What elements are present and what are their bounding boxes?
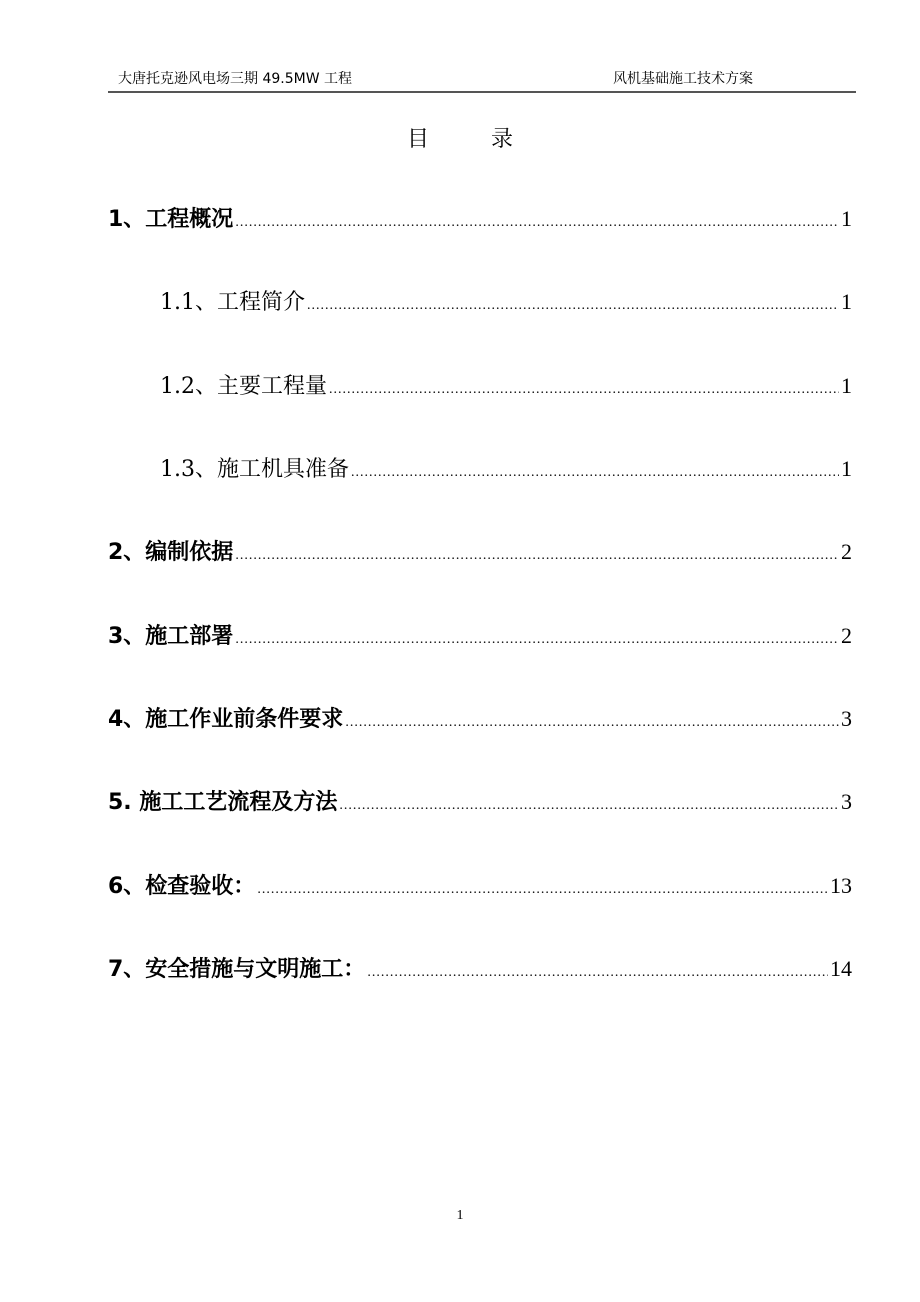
toc-entry-page: 2 bbox=[841, 623, 852, 648]
toc-leader-dots bbox=[235, 632, 839, 648]
toc-entry-page: 3 bbox=[841, 789, 852, 814]
toc-entry-label: 4、施工作业前条件要求 bbox=[108, 707, 344, 732]
toc-entry-label: 1.3、施工机具准备 bbox=[160, 457, 349, 482]
toc-leader-dots bbox=[329, 382, 839, 398]
toc-entry[interactable] bbox=[108, 702, 852, 734]
toc-entry-label: 5. 施工工艺流程及方法 bbox=[108, 790, 338, 815]
toc-entry-page: 1 bbox=[841, 289, 852, 314]
toc-entry-label: 7、安全措施与文明施工： bbox=[108, 957, 366, 982]
toc-entry[interactable] bbox=[108, 202, 852, 234]
toc-entry-label: 2、编制依据 bbox=[108, 540, 234, 565]
toc-entry-page: 14 bbox=[830, 956, 852, 981]
toc-entry-page: 1 bbox=[841, 206, 852, 231]
header-divider bbox=[108, 91, 856, 93]
toc-entry-label: 1.2、主要工程量 bbox=[160, 374, 327, 399]
page-number: 1 bbox=[456, 1208, 464, 1223]
toc-entry[interactable] bbox=[160, 369, 852, 401]
toc-title: 目录 bbox=[406, 127, 575, 152]
toc-entry[interactable] bbox=[108, 619, 852, 651]
toc-entry-page: 2 bbox=[841, 539, 852, 564]
toc-leader-dots bbox=[307, 298, 839, 314]
toc-entry[interactable] bbox=[108, 535, 852, 567]
toc-leader-dots bbox=[235, 215, 839, 231]
header-document-title: 风机基础施工技术方案 bbox=[613, 71, 753, 87]
toc-entry-label: 6、检查验收： bbox=[108, 874, 256, 899]
toc-entry-page: 1 bbox=[841, 456, 852, 481]
toc-leader-dots bbox=[367, 965, 828, 981]
toc-entry[interactable] bbox=[160, 452, 852, 484]
toc-entry-page: 3 bbox=[841, 706, 852, 731]
toc-leader-dots bbox=[345, 715, 839, 731]
toc-entry-label: 3、施工部署 bbox=[108, 624, 234, 649]
header-project-name: 大唐托克逊风电场三期 49.5MW 工程 bbox=[118, 71, 352, 87]
toc-entry[interactable] bbox=[108, 869, 852, 901]
toc-leader-dots bbox=[339, 798, 839, 814]
toc-entry[interactable] bbox=[160, 285, 852, 317]
toc-entry[interactable] bbox=[108, 785, 852, 817]
toc-leader-dots bbox=[235, 548, 839, 564]
toc-entry-page: 1 bbox=[841, 373, 852, 398]
toc-entry-label: 1、工程概况 bbox=[108, 207, 234, 232]
toc-entry[interactable] bbox=[108, 952, 852, 984]
toc-entry-page: 13 bbox=[830, 873, 852, 898]
toc-leader-dots bbox=[257, 882, 828, 898]
toc-leader-dots bbox=[351, 465, 839, 481]
toc-entry-label: 1.1、工程简介 bbox=[160, 290, 305, 315]
